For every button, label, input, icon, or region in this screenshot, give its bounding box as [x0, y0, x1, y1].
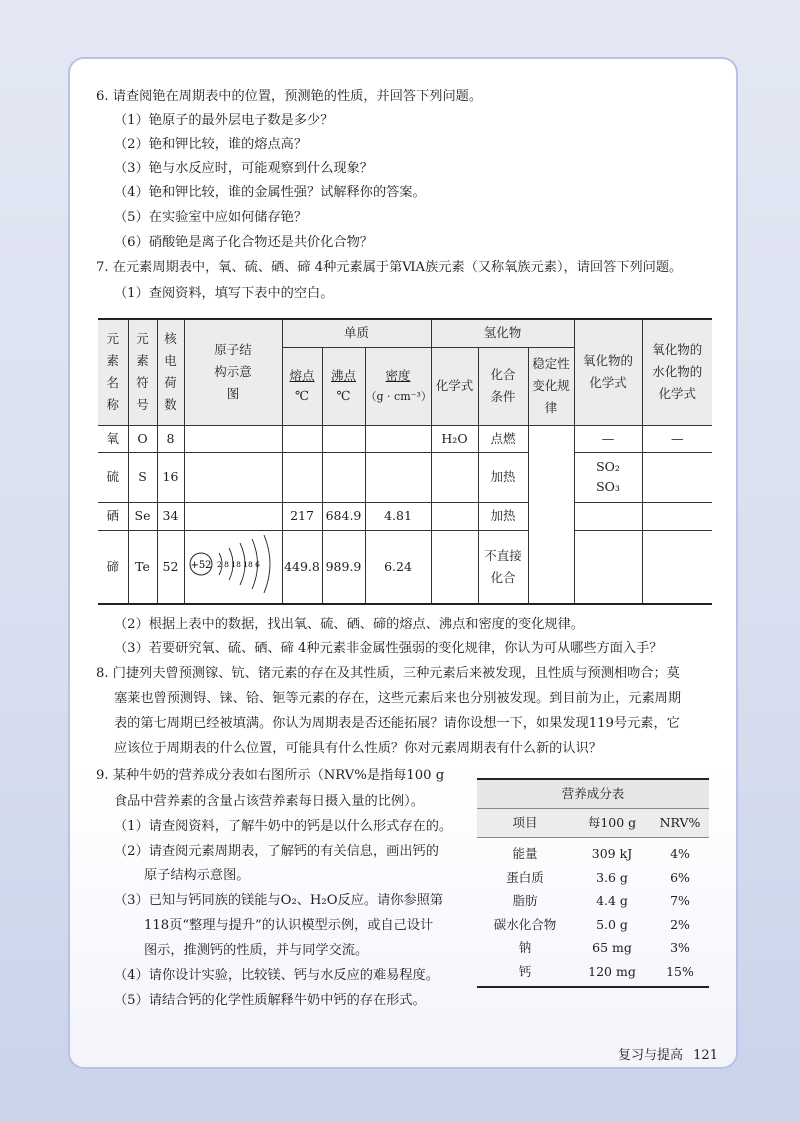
q9-line-2: 食品中营养素的含量占该营养素每日摄入量的比例）。: [114, 794, 424, 809]
nutrition-header: 项目 每100 g NRV%: [477, 808, 709, 838]
header-mp: 熔点 ℃: [282, 347, 322, 425]
table-row: 硫 S 16 加热 SO₂ SO₃: [98, 452, 712, 502]
table-row: 碳水化合物 5.0 g 2%: [493, 916, 690, 932]
table-row: 能量 309 kJ 4%: [512, 846, 690, 861]
header-formula: 化学式: [431, 347, 478, 425]
q7-item-3: （3）若要研究氧、硫、硒、碲 4种元素非金属性强弱的变化规律，你认为可从哪些方面入手？: [114, 641, 663, 656]
q6-item-6: （6）硝酸铯是离子化合物还是共价化合物？: [114, 235, 373, 250]
table-row: 氧 O 8 H₂O 点燃 — —: [98, 425, 712, 452]
q9-item-3: （3）已知与钙同族的镁能与O₂、H₂O反应。请你参照第: [114, 893, 444, 908]
table-row: 蛋白质 3.6 g 6%: [506, 869, 690, 885]
table-row: 硒 Se 34 217 684.9 4.81 加热: [98, 502, 712, 530]
header-density: 密度 （g · cm⁻³）: [365, 347, 431, 425]
electron-shells: 2 8 18 18 6: [217, 559, 260, 569]
nucleus-charge: +52: [190, 559, 212, 571]
q9-item-2-cont: 原子结构示意图。: [144, 868, 250, 883]
header-simple-substance: 单质: [282, 319, 431, 347]
nutrition-title: 营养成分表: [477, 780, 709, 808]
q6-stem: 6. 请查阅铯在周期表中的位置，预测铯的性质，并回答下列问题。: [96, 89, 483, 104]
q6-item-3: （3）铯与水反应时，可能观察到什么现象？: [114, 161, 373, 176]
q8-line-1: 8. 门捷列夫曾预测镓、钪、锗元素的存在及其性质，三种元素后来被发现，且性质与预测相吻合；莫: [96, 666, 680, 681]
header-oxide: 氧化物的化学式: [574, 319, 642, 425]
table-row: 碲 Te 52 +52 2 8 18 18 6 449.8 989.9 6.24 不直接化合: [98, 530, 712, 604]
tellurium-structure-diagram: [184, 530, 282, 604]
q6-item-2: （2）铯和钾比较，谁的熔点高？: [114, 137, 308, 152]
q9-item-3-cont-1: 118页“整理与提升”的认识模型示例，或自己设计: [144, 918, 434, 933]
stability-cell: [528, 425, 574, 604]
q6-item-4: （4）铯和钾比较，谁的金属性强？试解释你的答案。: [114, 185, 426, 200]
q6-item-1: （1）铯原子的最外层电子数是多少？: [114, 113, 334, 128]
q8-line-3: 表的第七周期已经被填满。你认为周期表是否还能拓展？请你设想一下，如果发现119号元素，它: [114, 716, 680, 731]
q7-stem: 7. 在元素周期表中，氧、硫、硒、碲 4种元素属于第ⅥA族元素（又称氧族元素），请回答下列问题。: [96, 260, 683, 275]
q9-item-3-cont-2: 图示，推测钙的性质，并与同学交流。: [144, 943, 369, 958]
header-charge: 核电荷数: [157, 319, 184, 425]
q9-item-2: （2）请查阅元素周期表，了解钙的有关信息，画出钙的: [114, 844, 439, 859]
q6-item-5: （5）在实验室中应如何储存铯？: [114, 210, 308, 225]
table-row: 脂肪 4.4 g 7%: [512, 893, 690, 908]
header-bp: 沸点 ℃: [322, 347, 365, 425]
q9-line-1: 9. 某种牛奶的营养成分表如右图所示（NRV%是指每100 g: [96, 768, 445, 783]
table-row: 钙 120 mg 15%: [518, 963, 694, 979]
nutrition-table: [477, 778, 709, 988]
q9-item-4: （4）请你设计实验，比较镁、钙与水反应的难易程度。: [114, 968, 439, 983]
q9-item-1: （1）请查阅资料，了解牛奶中的钙是以什么形式存在的。: [114, 819, 453, 834]
header-oxide-hydrate: 氧化物的水化物的化学式: [642, 319, 712, 425]
footer-section: 复习与提高: [618, 1048, 684, 1063]
header-symbol: 元素符号: [128, 319, 157, 425]
q7-item-1: （1）查阅资料，填写下表中的空白。: [114, 286, 334, 301]
q8-line-2: 塞莱也曾预测锝、铼、铪、钷等元素的存在，这些元素后来也分别被发现。到目前为止，元素周期: [114, 691, 682, 706]
header-name: 元素名称: [98, 319, 128, 425]
q7-item-2: （2）根据上表中的数据，找出氧、硫、硒、碲的熔点、沸点和密度的变化规律。: [114, 617, 584, 632]
page-number: 121: [693, 1048, 718, 1063]
element-table: [98, 318, 712, 605]
table-row: 钠 65 mg 3%: [518, 940, 690, 955]
header-hydride: 氢化物: [431, 319, 574, 347]
q9-item-5: （5）请结合钙的化学性质解释牛奶中钙的存在形式。: [114, 993, 426, 1008]
header-stability: 稳定性变化规律: [528, 347, 574, 425]
header-condition: 化合条件: [478, 347, 528, 425]
q8-line-4: 应该位于周期表的什么位置，可能具有什么性质？你对元素周期表有什么新的认识？: [114, 741, 602, 756]
page-footer: [618, 1044, 718, 1063]
header-structure: 原子结构示意图: [184, 319, 282, 425]
